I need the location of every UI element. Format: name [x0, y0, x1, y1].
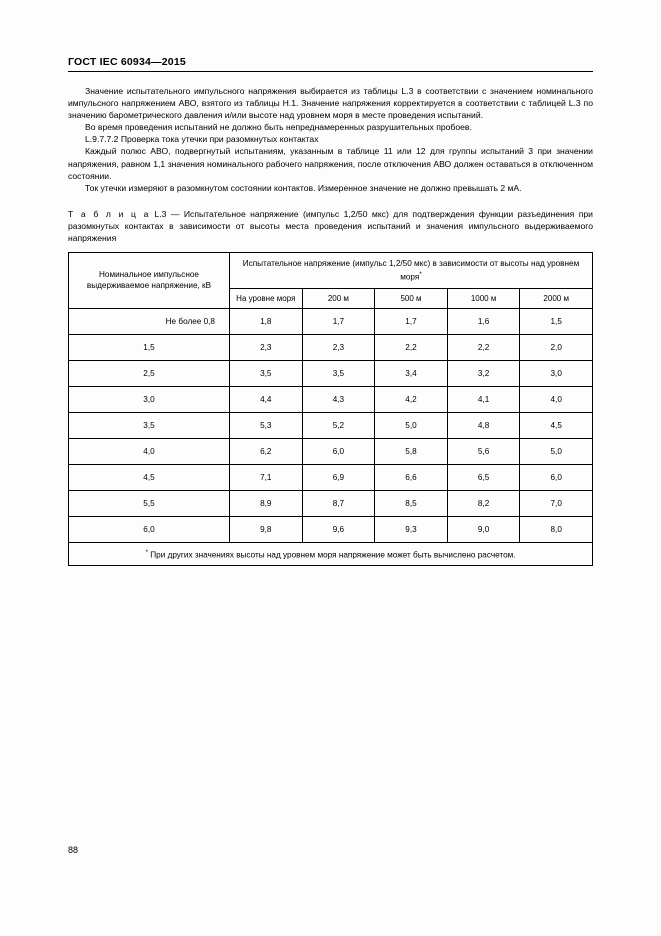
page-content [68, 56, 593, 566]
cell-value: 4,3 [302, 386, 375, 412]
cell-value: 8,7 [302, 490, 375, 516]
cell-value: 7,0 [520, 490, 593, 516]
row-label: 4,5 [69, 464, 230, 490]
cell-value: 6,6 [375, 464, 448, 490]
cell-value: 9,3 [375, 516, 448, 542]
cell-value: 5,0 [520, 438, 593, 464]
cell-value: 5,6 [447, 438, 520, 464]
header-nominal-impulse-voltage: Номинальное импульсное выдерживаемое напряжение, кВ [69, 253, 230, 309]
row-label: 5,5 [69, 490, 230, 516]
header-rule [68, 71, 593, 72]
cell-value: 6,2 [230, 438, 303, 464]
table-row [69, 334, 593, 360]
row-label: 6,0 [69, 516, 230, 542]
cell-value: 3,5 [230, 360, 303, 386]
table-row [69, 412, 593, 438]
table-row [69, 360, 593, 386]
cell-value: 4,4 [230, 386, 303, 412]
cell-value: 4,1 [447, 386, 520, 412]
cell-value: 1,7 [375, 308, 448, 334]
table-head [69, 253, 593, 309]
table-caption-text: — Испытательное напряжение (импульс 1,2/50 мкс) для подтверждения функции разъединения при разомкнутых контактах в зависимости от высоты места проведения испытаний и значения импульсного выдерживаемого напряжения [68, 208, 593, 244]
cell-value: 5,8 [375, 438, 448, 464]
paragraph-4: Каждый полюс АВО, подвергнутый испытаниям, указанным в таблице 11 или 12 для группы испытаний 3 при значении напряжения, равном 1,1 значения номинального рабочего напряжения, после отключения АВО должен оставаться в отключенном состоянии. [68, 146, 593, 181]
cell-value: 3,0 [520, 360, 593, 386]
cell-value: 6,0 [520, 464, 593, 490]
subheader-200m: 200 м [302, 288, 375, 308]
cell-value: 3,4 [375, 360, 448, 386]
paragraph-3: L.9.7.7.2 Проверка тока утечки при разомкнутых контактах [85, 134, 319, 145]
table-row [69, 516, 593, 542]
cell-value: 2,3 [230, 334, 303, 360]
row-label: 4,0 [69, 438, 230, 464]
subheader-1000m: 1000 м [447, 288, 520, 308]
footnote-text: При других значениях высоты над уровнем моря напряжение может быть вычислено расчетом. [150, 550, 516, 560]
subheader-2000m: 2000 м [520, 288, 593, 308]
cell-value: 6,0 [302, 438, 375, 464]
paragraph-5: Ток утечки измеряют в разомкнутом состоянии контактов. Измеренное значение не должно превышать 2 мА. [85, 182, 522, 193]
table-caption-number: L.3 [154, 208, 167, 219]
table-footnote-row [69, 542, 593, 565]
cell-value: 9,8 [230, 516, 303, 542]
table-body [69, 308, 593, 565]
cell-value: 5,2 [302, 412, 375, 438]
cell-value: 9,0 [447, 516, 520, 542]
table-header-row-1 [69, 253, 593, 289]
cell-value: 2,0 [520, 334, 593, 360]
cell-value: 8,9 [230, 490, 303, 516]
cell-value: 2,3 [302, 334, 375, 360]
cell-value: 4,5 [520, 412, 593, 438]
paragraph-2: Во время проведения испытаний не должно быть непреднамеренных разрушительных пробоев. [85, 122, 472, 133]
header-test-voltage-text: Испытательное напряжение (импульс 1,2/50 мкс) в зависимости от высоты над уровнем моря [242, 259, 580, 282]
cell-value: 6,9 [302, 464, 375, 490]
table-row [69, 490, 593, 516]
table-row [69, 464, 593, 490]
table-row [69, 308, 593, 334]
row-label: 3,0 [69, 386, 230, 412]
row-label: 3,5 [69, 412, 230, 438]
header-test-voltage-footnote-marker: * [419, 271, 422, 279]
cell-value: 5,3 [230, 412, 303, 438]
cell-value: 8,0 [520, 516, 593, 542]
subheader-sea-level: На уровне моря [230, 288, 303, 308]
table-caption [68, 208, 593, 244]
cell-value: 1,8 [230, 308, 303, 334]
cell-value: 8,2 [447, 490, 520, 516]
document-header: ГОСТ IEC 60934—2015 [68, 56, 186, 68]
paragraph-1: Значение испытательного импульсного напряжения выбирается из таблицы L.3 в соответствии с значением номинального импульсного напряжением АВО, взятого из таблицы H.1. Значение напряжения корректируется в соответствии с таблицей L.3 по значению барометрического давления и/или высоте над уровнем моря в месте проведения испытаний. [68, 86, 593, 121]
row-label: Не более 0,8 [69, 308, 230, 334]
header-test-voltage-span [230, 253, 593, 289]
cell-value: 1,6 [447, 308, 520, 334]
cell-value: 3,2 [447, 360, 520, 386]
cell-value: 7,1 [230, 464, 303, 490]
cell-value: 8,5 [375, 490, 448, 516]
cell-value: 2,2 [375, 334, 448, 360]
subheader-500m: 500 м [375, 288, 448, 308]
cell-value: 1,7 [302, 308, 375, 334]
cell-value: 3,5 [302, 360, 375, 386]
cell-value: 4,8 [447, 412, 520, 438]
test-voltage-table [68, 252, 593, 565]
cell-value: 9,6 [302, 516, 375, 542]
cell-value: 2,2 [447, 334, 520, 360]
page-number: 88 [68, 845, 79, 855]
table-row [69, 438, 593, 464]
cell-value: 4,0 [520, 386, 593, 412]
cell-value: 6,5 [447, 464, 520, 490]
table-row [69, 386, 593, 412]
row-label: 1,5 [69, 334, 230, 360]
cell-value: 4,2 [375, 386, 448, 412]
table-footnote [69, 542, 593, 565]
footnote-marker: * [145, 548, 148, 556]
cell-value: 1,5 [520, 308, 593, 334]
table-caption-label: Т а б л и ц а [68, 208, 150, 219]
row-label: 2,5 [69, 360, 230, 386]
cell-value: 5,0 [375, 412, 448, 438]
